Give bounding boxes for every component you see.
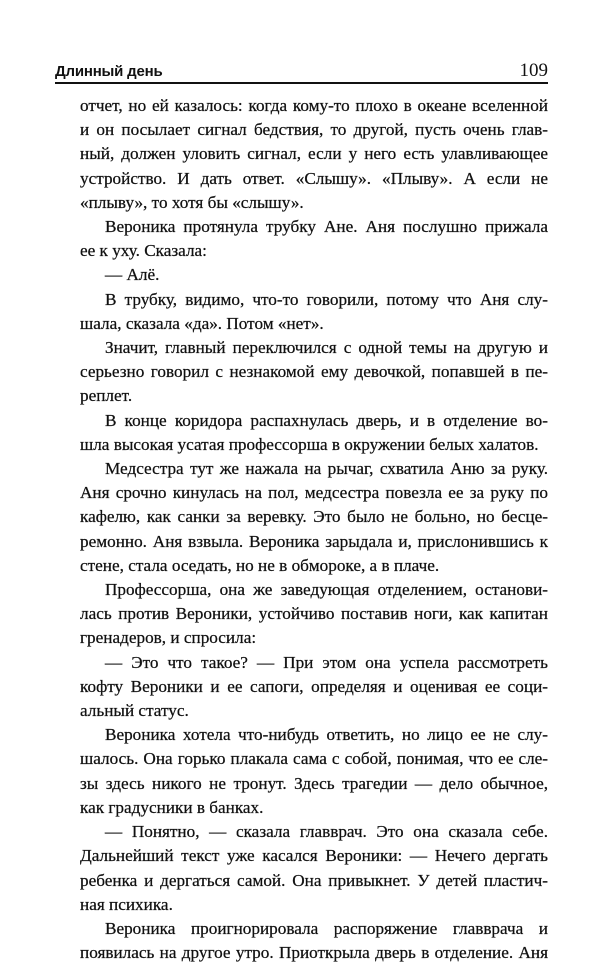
paragraph (55, 336, 548, 409)
text-line: ее к уху. Сказала: (80, 241, 207, 261)
text-line: ремонно. Аня взвыла. Вероника зарыдала и, прислонившись к (80, 531, 548, 551)
text-line: стене, стала оседать, но не в обмороке, а в плаче. (80, 555, 440, 575)
paragraph (55, 94, 548, 215)
text-line: — Понятно, — сказала главврач. Это она сказала себе. (105, 822, 548, 842)
paragraph (55, 917, 548, 965)
text-line: Дальнейший текст уже касался Вероники: — Нечего дергать (80, 846, 548, 866)
paragraph (55, 215, 548, 263)
text-line: ный, должен уловить сигнал, если у него есть улавливающее (80, 144, 548, 164)
page-number: 109 (519, 60, 548, 81)
text-line: шла высокая усатая профессорша в окружении белых халатов. (80, 434, 539, 454)
text-line: шалось. Она горько плакала сама с собой, понимая, что ее сле- (80, 749, 548, 769)
text-line: Медсестра тут же нажала на рычаг, схватила Аню за руку. (105, 459, 548, 479)
text-line: В трубку, видимо, что-то говорили, потому что Аня слу- (105, 289, 548, 309)
text-line: «плыву», то хотя бы «слышу». (80, 192, 304, 212)
text-line: Значит, главный переключился с одной темы на другую и (105, 338, 548, 358)
text-line: Профессорша, она же заведующая отделением, останови- (105, 580, 548, 600)
text-line: отчет, но ей казалось: когда кому-то плохо в океане вселенной (80, 96, 548, 115)
text-line: Вероника проигнорировала распоряжение главврача и (105, 918, 548, 938)
running-title: Длинный день (55, 63, 163, 80)
paragraph (55, 457, 548, 578)
text-line: как градусники в банках. (80, 797, 264, 817)
text-line: устройство. И дать ответ. «Слышу». «Плыву». А если не (80, 168, 548, 188)
paragraph (55, 578, 548, 651)
text-line: В конце коридора распахнулась дверь, и в отделение во- (105, 410, 548, 430)
text-line: ная психика. (80, 894, 173, 914)
running-header (55, 58, 548, 84)
paragraph (55, 288, 548, 336)
text-line: реплет. (80, 386, 133, 406)
text-line: Аня срочно кинулась на пол, медсестра повезла ее за руку по (80, 483, 548, 503)
text-line: гренадеров, и спросила: (80, 628, 257, 648)
text-line: кофту Вероники и ее сапоги, определяя и оценивая ее соци- (80, 676, 548, 696)
text-line: шала, сказала «да». Потом «нет». (80, 313, 324, 333)
book-page (55, 58, 548, 965)
paragraph (55, 409, 548, 457)
text-line: Вероника хотела что-нибудь ответить, но лицо ее не слу- (105, 725, 548, 745)
text-line: альный статус. (80, 701, 189, 721)
text-line: и он посылает сигнал бедствия, то другой, пусть очень глав- (80, 120, 548, 140)
text-line: — Это что такое? — При этом она успела рассмотреть (105, 652, 548, 672)
paragraph (55, 263, 548, 287)
text-line: ребенка и дергаться самой. Она привыкнет. У детей пластич- (80, 870, 548, 890)
paragraph (55, 723, 548, 820)
text-line: кафелю, как санки за веревку. Это было не больно, но бесце- (80, 507, 548, 527)
body-text (55, 94, 548, 965)
text-line: серьезно говорил с незнакомой ему девочкой, попавшей в пе- (80, 362, 548, 382)
text-line: лась против Вероники, устойчиво поставив ноги, как капитан (80, 604, 548, 624)
paragraph (55, 651, 548, 724)
text-line: появилась на другое утро. Приоткрыла дверь в отделение. Аня (80, 943, 548, 963)
text-line: — Алё. (105, 265, 160, 285)
text-line: Вероника протянула трубку Ане. Аня послушно прижала (105, 217, 548, 237)
paragraph (55, 820, 548, 917)
text-line: зы здесь никого не тронут. Здесь трагедии — дело обычное, (80, 773, 548, 793)
